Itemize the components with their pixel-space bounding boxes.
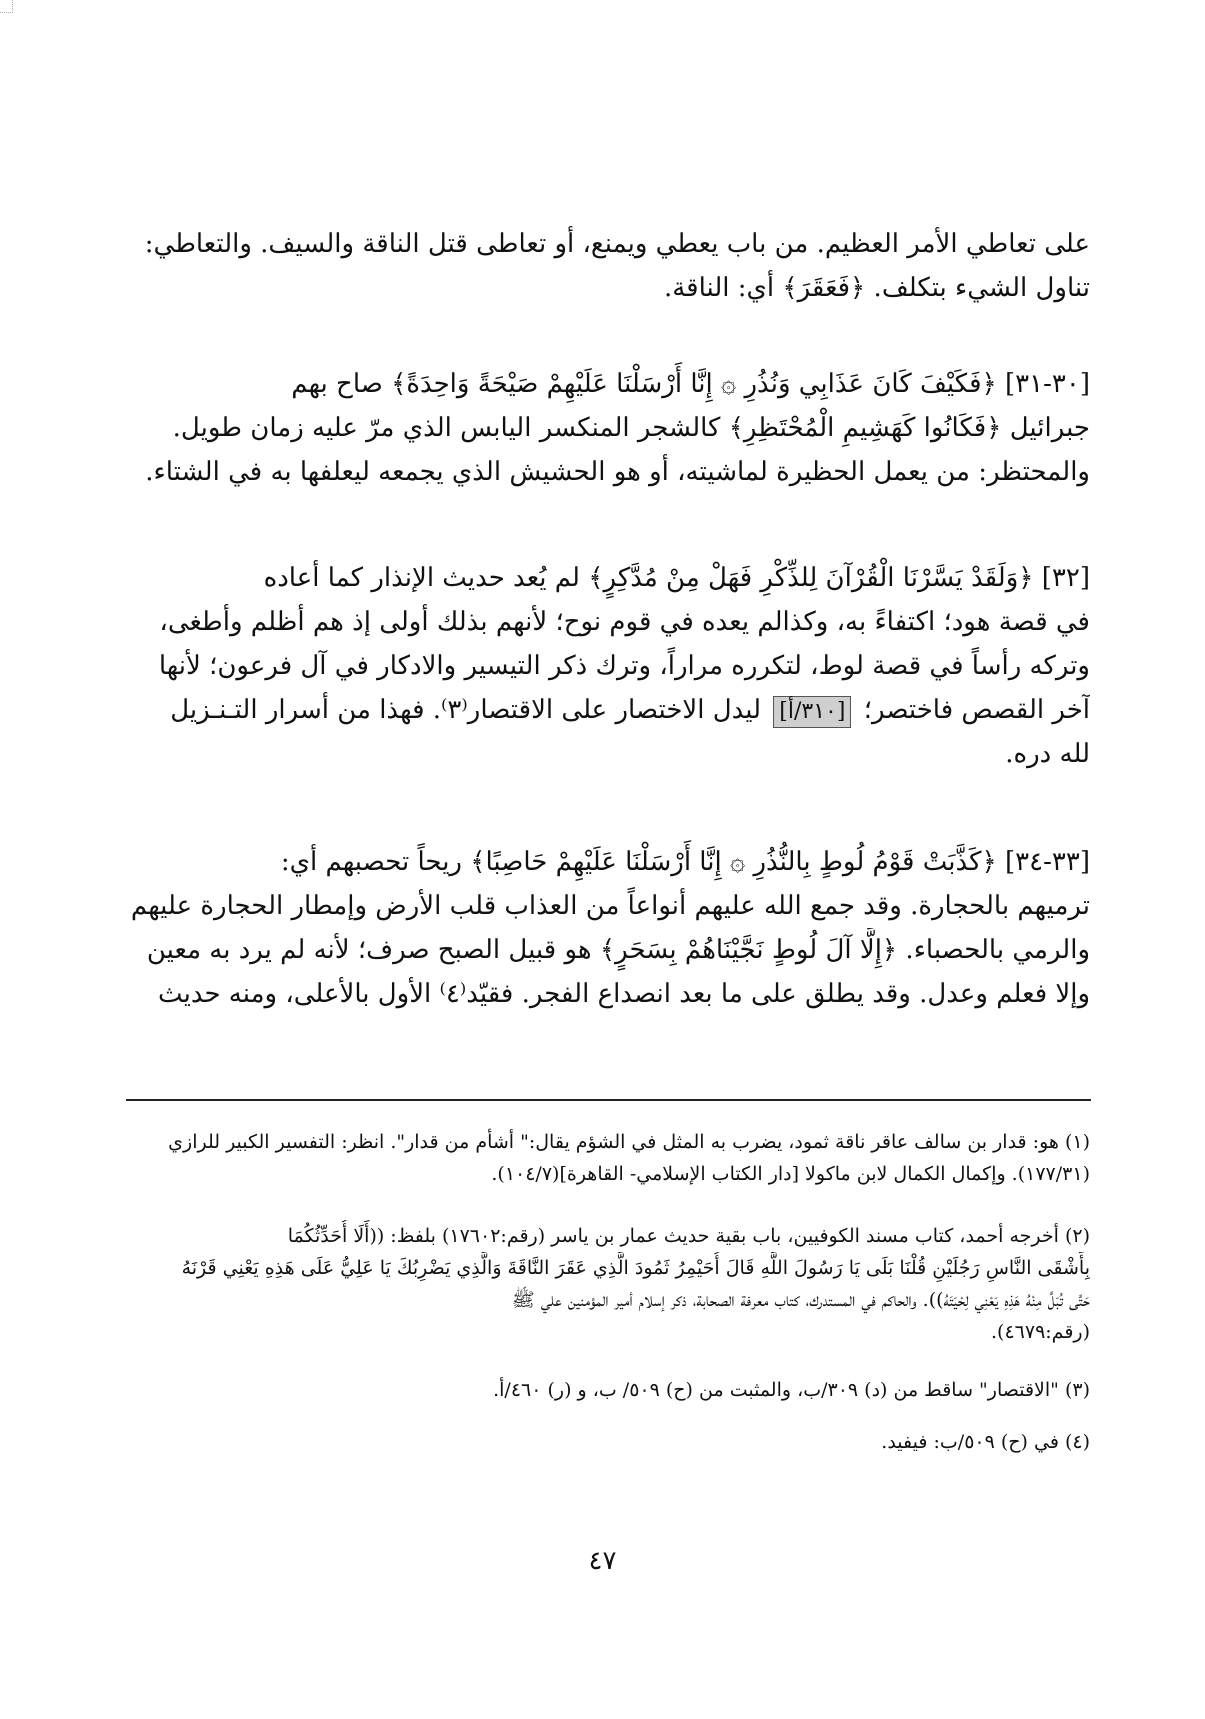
footnote-line: (رقم:٤٦٧٩). bbox=[991, 1321, 1090, 1343]
paragraph-verses-30-31 bbox=[120, 362, 1090, 494]
paragraph-verses-33-34 bbox=[120, 840, 1090, 1016]
footnote-line: (١٧٧/٣١). وإكمال الكمال لابن ماكولا [دار الكتاب الإسلامي- القاهرة](١٠٤/٧). bbox=[491, 1163, 1090, 1185]
text-segment: ليدل الاختصار على الاقتصار⁽٣⁾. فهذا من أسرار التـنـزيل bbox=[170, 695, 762, 725]
text-line: تناول الشيء بتكلف. ﴿فَعَقَرَ﴾ أي: الناقة. bbox=[663, 273, 1090, 303]
footnote-line: بِأَشْقَى النَّاسِ رَجُلَيْنِ قُلْنَا بَلَى يَا رَسُولَ اللَّهِ قَالَ أُحَيْمِرُ ثَمُودَ الَّذِي عَقَرَ النَّاقَةَ وَالَّذِي يَضْرِبُكَ يَا عَلِيُّ عَلَى هَذِهِ يَعْنِي قَرْنَهُ bbox=[181, 1257, 1090, 1279]
footnote-3 bbox=[120, 1374, 1090, 1406]
footnote-line: (٢) أخرجه أحمد، كتاب مسند الكوفيين، باب بقية حديث عمار بن ياسر (رقم:١٧٦٠٢) بلفظ: ((أَلَا أُحَدِّثُكُمَا bbox=[287, 1225, 1090, 1247]
footnote-4 bbox=[120, 1426, 1090, 1458]
text-line: ترميهم بالحجارة. وقد جمع الله عليهم أنواعاً من العذاب قلب الأرض وإمطار الحجارة عليهم bbox=[130, 891, 1090, 921]
paragraph-verse-32 bbox=[120, 556, 1090, 776]
text-line: [٣٣-٣٤] ﴿كَذَّبَتْ قَوْمُ لُوطٍ بِالنُّذُرِ ۞ إِنَّا أَرْسَلْنَا عَلَيْهِمْ حَاصِبًا﴾ ريحاً تحصبهم أي: bbox=[280, 847, 1090, 877]
text-line: [٣٠-٣١] ﴿فَكَيْفَ كَانَ عَذَابِي وَنُذُرِ ۞ إِنَّا أَرْسَلْنَا عَلَيْهِمْ صَيْحَةً وَاحِدَةً﴾ صاح بهم bbox=[291, 369, 1090, 399]
paragraph-1 bbox=[120, 222, 1090, 310]
text-line: وتركه رأساً في قصة لوط، لتكرره مراراً، وترك ذكر التيسير والادكار في آل فرعون؛ لأنها bbox=[158, 651, 1090, 681]
text-line: على تعاطي الأمر العظيم. من باب يعطي ويمنع، أو تعاطى قتل الناقة والسيف. والتعاطي: bbox=[144, 229, 1090, 259]
text-line bbox=[120, 688, 1090, 732]
text-line: جبرائيل ﴿فَكَانُوا كَهَشِيمِ الْمُحْتَظِرِ﴾ كالشجر المنكسر اليابس الذي مرّ عليه زمان طويل. bbox=[172, 413, 1090, 443]
footnote-line: (١) هو: قدار بن سالف عاقر ناقة ثمود، يضرب به المثل في الشؤم يقال:" أشأم من قدار". انظر: التفسير الكبير للرازي bbox=[168, 1131, 1090, 1153]
text-line: [٣٢] ﴿وَلَقَدْ يَسَّرْنَا الْقُرْآنَ لِلذِّكْرِ فَهَلْ مِنْ مُدَّكِرٍ﴾ لم يُعد حديث الإنذار كما أعاده bbox=[263, 563, 1090, 593]
page-number: ٤٧ bbox=[588, 1546, 617, 1576]
text-line: والمحتظر: من يعمل الحظيرة لماشيته، أو هو الحشيش الذي يجمعه ليعلفها به في الشتاء. bbox=[145, 457, 1090, 487]
footnote-separator bbox=[126, 1099, 1091, 1101]
footnote-2 bbox=[120, 1220, 1090, 1348]
text-line: والرمي بالحصباء. ﴿إِلَّا آلَ لُوطٍ نَجَّيْنَاهُمْ بِسَحَرٍ﴾ هو قبيل الصبح صرف؛ لأنه لم يرد به معين bbox=[146, 935, 1090, 965]
text-segment: آخر القصص فاختصر؛ bbox=[863, 695, 1090, 725]
footnote-line: (٣) "الاقتصار" ساقط من (د) ٣٠٩/ب، والمثبت من (ح) ٥٠٩/ ب، و (ر) ٤٦٠/أ. bbox=[493, 1379, 1090, 1401]
footnote-1 bbox=[120, 1126, 1090, 1190]
scan-corner-mark bbox=[0, 0, 13, 13]
text-line: في قصة هود؛ اكتفاءً به، وكذالم يعده في قوم نوح؛ لأنهم بذلك أولى إذ هم أظلم وأطغى، bbox=[159, 607, 1090, 637]
text-line: وإلا فعلم وعدل. وقد يطلق على ما بعد انصداع الفجر. فقيّد⁽٤⁾ الأول بالأعلى، ومنه حديث bbox=[158, 979, 1090, 1009]
footnote-line: حَتَّى تُبَلَّ مِنْهُ هَذِهِ يَعْنِي لِحْيَتَهُ)). والحاكم في المستدرك، كتاب معرفة الصحابة، ذكر إسلام أمير المؤمنين علي ﷺ bbox=[511, 1289, 1090, 1311]
text-line: لله دره. bbox=[1005, 739, 1090, 769]
footnote-line: (٤) في (ح) ٥٠٩/ب: فيفيد. bbox=[881, 1431, 1090, 1453]
manuscript-folio-marker: [٣١٠/أ] bbox=[773, 696, 851, 728]
